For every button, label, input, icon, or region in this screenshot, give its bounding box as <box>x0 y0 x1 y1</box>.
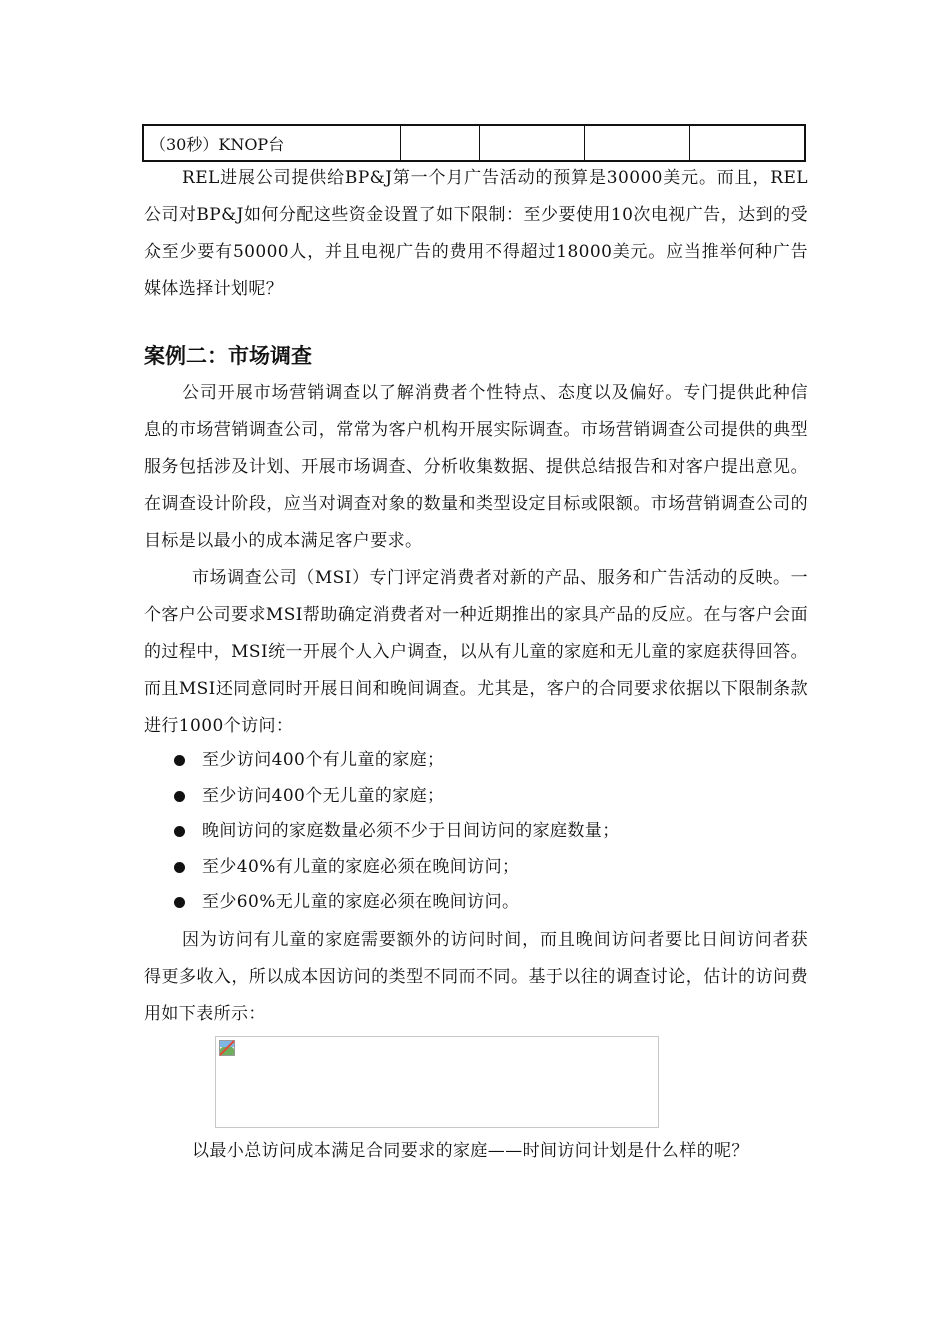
table-cell <box>401 125 480 161</box>
table-row <box>143 125 805 161</box>
list-item: 至少40%有儿童的家庭必须在晚间访问； <box>144 850 808 886</box>
list-item: 至少60%无儿童的家庭必须在晚间访问。 <box>144 885 808 921</box>
paragraph-intro: 公司开展市场营销调查以了解消费者个性特点、态度以及偏好。专门提供此种信息的市场营销调查公司，常常为客户机构开展实际调查。市场营销调查公司提供的典型服务包括涉及计划、开展市场调查、分析收集数据、提供总结报告和对客户提出意见。在调查设计阶段，应当对调查对象的数量和类型设定目标或限额。市场营销调查公司的目标是以最小的成本满足客户要求。 <box>144 383 808 551</box>
section-heading: 案例二：市场调查 <box>144 344 312 368</box>
bullet-icon <box>174 826 185 837</box>
broken-image-icon <box>219 1040 235 1056</box>
paragraph-costs: 因为访问有儿童的家庭需要额外的访问时间，而且晚间访问者要比日间访问者获得更多收入，所以成本因访问的类型不同而不同。基于以往的调查讨论，估计的访问费用如下表所示： <box>144 930 808 1024</box>
paragraph-msi: 市场调查公司（MSI）专门评定消费者对新的产品、服务和广告活动的反映。一个客户公司要求MSI帮助确定消费者对一种近期推出的家具产品的反应。在与客户会面的过程中，MSI统一开展个人入户调查，以从有儿童的家庭和无儿童的家庭获得回答。而且MSI还同意同时开展日间和晚间调查。尤其是，客户的合同要求依据以下限制条款进行1000个访问： <box>144 568 808 736</box>
constraint-list <box>144 743 808 921</box>
list-item: 晚间访问的家庭数量必须不少于日间访问的家庭数量； <box>144 814 808 850</box>
bullet-icon <box>174 791 185 802</box>
bullet-icon <box>174 897 185 908</box>
table-cell <box>585 125 690 161</box>
paragraph-budget: REL进展公司提供给BP&J第一个月广告活动的预算是30000美元。而且，REL公司对BP&J如何分配这些资金设置了如下限制：至少要使用10次电视广告，达到的受众至少要有50000人，并且电视广告的费用不得超过18000美元。应当推举何种广告媒体选择计划呢？ <box>144 168 808 299</box>
table-cell <box>690 125 806 161</box>
list-item: 至少访问400个无儿童的家庭； <box>144 779 808 815</box>
question-text: 以最小总访问成本满足合同要求的家庭——时间访问计划是什么样的呢？ <box>192 1141 749 1161</box>
table-cell <box>480 125 585 161</box>
cost-table-image-placeholder <box>215 1036 659 1128</box>
table-cell-media: （30秒）KNOP台 <box>143 125 401 161</box>
bullet-icon <box>174 755 185 766</box>
bullet-icon <box>174 862 185 873</box>
media-table-fragment <box>142 124 806 162</box>
list-item: 至少访问400个有儿童的家庭； <box>144 743 808 779</box>
